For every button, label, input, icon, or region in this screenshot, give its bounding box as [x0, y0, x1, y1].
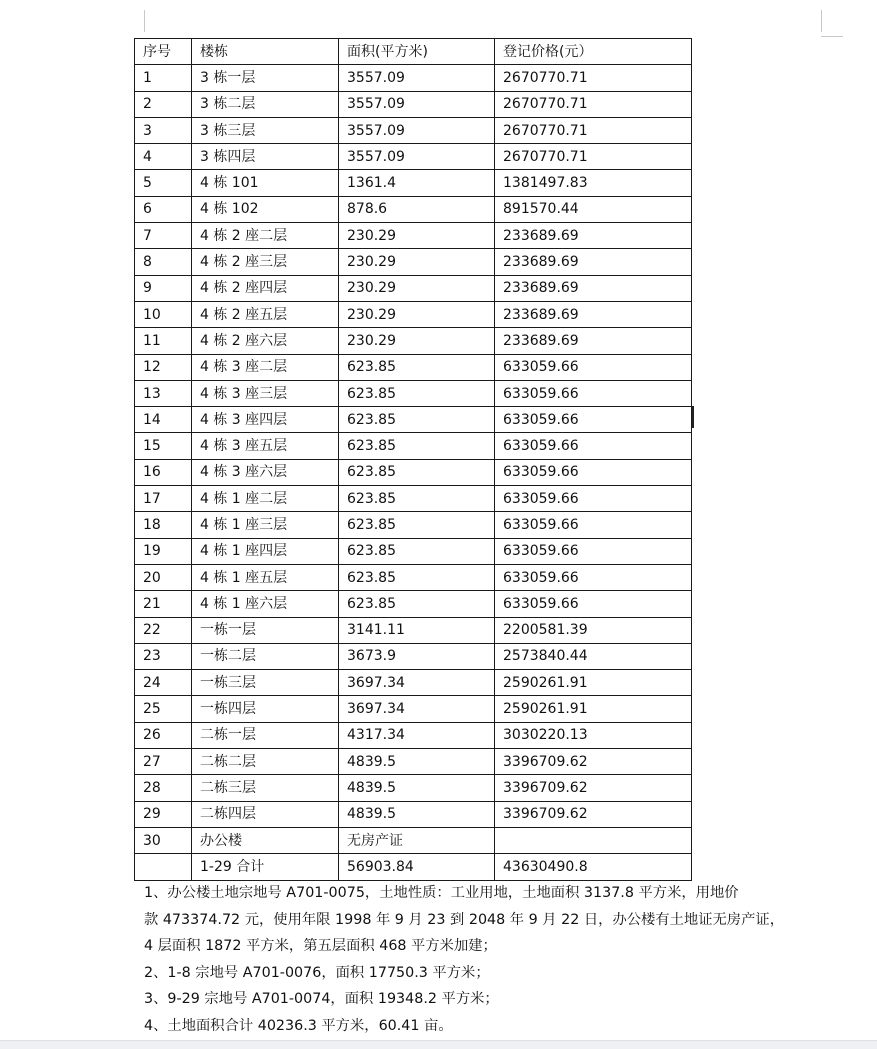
- cell-index[interactable]: 4: [135, 144, 192, 170]
- cell-area[interactable]: 56903.84: [339, 854, 495, 880]
- cell-building[interactable]: 二栋三层: [192, 775, 339, 801]
- table-row: [135, 564, 692, 590]
- cell-area[interactable]: 230.29: [339, 223, 495, 249]
- cell-index[interactable]: [135, 854, 192, 880]
- cell-price[interactable]: 633059.66: [495, 512, 692, 538]
- cell-area[interactable]: 4839.5: [339, 749, 495, 775]
- cell-area[interactable]: 230.29: [339, 328, 495, 354]
- table-row: [135, 170, 692, 196]
- cell-price[interactable]: 2200581.39: [495, 617, 692, 643]
- cell-price[interactable]: 633059.66: [495, 433, 692, 459]
- cell-index[interactable]: 19: [135, 538, 192, 564]
- cell-area[interactable]: 3557.09: [339, 91, 495, 117]
- cell-area[interactable]: 623.85: [339, 538, 495, 564]
- note-line[interactable]: 2、1-8 宗地号 A701-0076，面积 17750.3 平方米；: [144, 964, 490, 981]
- table-row: [135, 144, 692, 170]
- cell-building[interactable]: 3 栋四层: [192, 144, 339, 170]
- cell-area[interactable]: 623.85: [339, 433, 495, 459]
- table-row: [135, 643, 692, 669]
- cell-price[interactable]: 2573840.44: [495, 643, 692, 669]
- cell-building[interactable]: 二栋二层: [192, 749, 339, 775]
- cell-price[interactable]: 633059.66: [495, 564, 692, 590]
- cell-price[interactable]: 633059.66: [495, 380, 692, 406]
- header-index[interactable]: 序号: [135, 39, 192, 65]
- table-row: [135, 486, 692, 512]
- cell-building[interactable]: 4 栋 101: [192, 170, 339, 196]
- cell-building[interactable]: 4 栋 2 座三层: [192, 249, 339, 275]
- cell-area[interactable]: 623.85: [339, 407, 495, 433]
- table-row: [135, 407, 692, 433]
- text-cursor: [692, 406, 694, 428]
- cell-index[interactable]: 30: [135, 827, 192, 853]
- cell-index[interactable]: 13: [135, 380, 192, 406]
- cell-index[interactable]: 3: [135, 117, 192, 143]
- cell-index[interactable]: 2: [135, 91, 192, 117]
- cell-index[interactable]: 22: [135, 617, 192, 643]
- cell-building[interactable]: 4 栋 2 座五层: [192, 301, 339, 327]
- table-row: [135, 801, 692, 827]
- note-line[interactable]: 4、土地面积合计 40236.3 平方米，60.41 亩。: [144, 1017, 453, 1034]
- cell-price[interactable]: [495, 827, 692, 853]
- cell-price[interactable]: 2670770.71: [495, 117, 692, 143]
- cell-index[interactable]: 23: [135, 643, 192, 669]
- header-area[interactable]: 面积(平方米): [339, 39, 495, 65]
- table-row: [135, 328, 692, 354]
- cell-price[interactable]: 233689.69: [495, 301, 692, 327]
- header-price[interactable]: 登记价格(元）: [495, 39, 692, 65]
- cell-price[interactable]: 2670770.71: [495, 91, 692, 117]
- table-row: [135, 196, 692, 222]
- note-line[interactable]: 1、办公楼土地宗地号 A701-0075，土地性质：工业用地，土地面积 3137.8 平方米，用地价: [144, 885, 739, 901]
- cell-area[interactable]: 3557.09: [339, 144, 495, 170]
- table-row: [135, 591, 692, 617]
- cell-index[interactable]: 12: [135, 354, 192, 380]
- cell-index[interactable]: 18: [135, 512, 192, 538]
- cell-index[interactable]: 21: [135, 591, 192, 617]
- cell-area[interactable]: 230.29: [339, 249, 495, 275]
- cell-index[interactable]: 24: [135, 670, 192, 696]
- cell-price[interactable]: 3396709.62: [495, 775, 692, 801]
- cell-building[interactable]: 4 栋 1 座五层: [192, 564, 339, 590]
- table-row: [135, 117, 692, 143]
- cell-price[interactable]: 3396709.62: [495, 801, 692, 827]
- cell-price[interactable]: 233689.69: [495, 223, 692, 249]
- cell-price[interactable]: 1381497.83: [495, 170, 692, 196]
- cell-area[interactable]: 623.85: [339, 459, 495, 485]
- table-row: [135, 354, 692, 380]
- cell-building[interactable]: 1-29 合计: [192, 854, 339, 880]
- cell-index[interactable]: 5: [135, 170, 192, 196]
- cell-price[interactable]: 2670770.71: [495, 65, 692, 91]
- header-building[interactable]: 楼栋: [192, 39, 339, 65]
- cell-area[interactable]: 623.85: [339, 486, 495, 512]
- table-row: [135, 538, 692, 564]
- cell-building[interactable]: 4 栋 2 座四层: [192, 275, 339, 301]
- table-row: [135, 459, 692, 485]
- cell-price[interactable]: 633059.66: [495, 486, 692, 512]
- table-row: [135, 275, 692, 301]
- cell-index[interactable]: 1: [135, 65, 192, 91]
- cell-building[interactable]: 3 栋二层: [192, 91, 339, 117]
- table-row: [135, 775, 692, 801]
- cell-index[interactable]: 7: [135, 223, 192, 249]
- cell-price[interactable]: 3396709.62: [495, 749, 692, 775]
- cell-area[interactable]: 4839.5: [339, 801, 495, 827]
- cell-area[interactable]: 623.85: [339, 380, 495, 406]
- cell-area[interactable]: 3141.11: [339, 617, 495, 643]
- cell-index[interactable]: 9: [135, 275, 192, 301]
- cell-index[interactable]: 26: [135, 722, 192, 748]
- cell-building[interactable]: 一栋四层: [192, 696, 339, 722]
- table-row: [135, 749, 692, 775]
- cell-building[interactable]: 3 栋三层: [192, 117, 339, 143]
- cell-index[interactable]: 14: [135, 407, 192, 433]
- cell-price[interactable]: 633059.66: [495, 407, 692, 433]
- cell-price[interactable]: 633059.66: [495, 538, 692, 564]
- table-row: [135, 722, 692, 748]
- cell-building[interactable]: 二栋四层: [192, 801, 339, 827]
- cell-price[interactable]: 2590261.91: [495, 670, 692, 696]
- cell-area[interactable]: 3673.9: [339, 643, 495, 669]
- cell-area[interactable]: 4839.5: [339, 775, 495, 801]
- cell-area[interactable]: 4317.34: [339, 722, 495, 748]
- table-row: [135, 696, 692, 722]
- cell-building[interactable]: 4 栋 3 座三层: [192, 380, 339, 406]
- cell-price[interactable]: 233689.69: [495, 249, 692, 275]
- property-table: [134, 38, 692, 881]
- cell-price[interactable]: 891570.44: [495, 196, 692, 222]
- cell-building[interactable]: 4 栋 2 座二层: [192, 223, 339, 249]
- cell-price[interactable]: 43630490.8: [495, 854, 692, 880]
- cell-index[interactable]: 28: [135, 775, 192, 801]
- table-row: [135, 91, 692, 117]
- cell-index[interactable]: 29: [135, 801, 192, 827]
- note-line[interactable]: 3、9-29 宗地号 A701-0074，面积 19348.2 平方米；: [144, 991, 499, 1007]
- cell-building[interactable]: 一栋一层: [192, 617, 339, 643]
- cell-area[interactable]: 1361.4: [339, 170, 495, 196]
- cell-area[interactable]: 623.85: [339, 591, 495, 617]
- cell-building[interactable]: 4 栋 3 座六层: [192, 459, 339, 485]
- cell-index[interactable]: 10: [135, 301, 192, 327]
- table-row: [135, 433, 692, 459]
- cell-building[interactable]: 4 栋 1 座四层: [192, 538, 339, 564]
- cell-price[interactable]: 633059.66: [495, 459, 692, 485]
- table-row: [135, 670, 692, 696]
- cell-area[interactable]: 3697.34: [339, 696, 495, 722]
- cell-index[interactable]: 15: [135, 433, 192, 459]
- cell-price[interactable]: 3030220.13: [495, 722, 692, 748]
- cell-index[interactable]: 11: [135, 328, 192, 354]
- cell-area[interactable]: 623.85: [339, 564, 495, 590]
- notes-section: [144, 880, 834, 1039]
- cell-building[interactable]: 4 栋 3 座五层: [192, 433, 339, 459]
- cell-price[interactable]: 2670770.71: [495, 144, 692, 170]
- cell-index[interactable]: 17: [135, 486, 192, 512]
- note-line[interactable]: 4 层面积 1872 平方米，第五层面积 468 平方米加建；: [144, 938, 497, 954]
- table-row: [135, 249, 692, 275]
- cell-building[interactable]: 一栋二层: [192, 643, 339, 669]
- cell-building[interactable]: 3 栋一层: [192, 65, 339, 91]
- note-line[interactable]: 款 473374.72 元，使用年限 1998 年 9 月 23 到 2048 年 9 月 22 日，办公楼有土地证无房产证，: [144, 911, 784, 928]
- cell-area[interactable]: 3697.34: [339, 670, 495, 696]
- table-row: [135, 380, 692, 406]
- cell-index[interactable]: 25: [135, 696, 192, 722]
- cell-price[interactable]: 2590261.91: [495, 696, 692, 722]
- cell-area[interactable]: 623.85: [339, 354, 495, 380]
- table-row: [135, 827, 692, 853]
- table-row: [135, 301, 692, 327]
- cell-building[interactable]: 4 栋 1 座六层: [192, 591, 339, 617]
- cell-building[interactable]: 4 栋 2 座六层: [192, 328, 339, 354]
- cell-area[interactable]: 无房产证: [339, 827, 495, 853]
- cell-price[interactable]: 633059.66: [495, 591, 692, 617]
- cell-index[interactable]: 16: [135, 459, 192, 485]
- cell-area[interactable]: 3557.09: [339, 117, 495, 143]
- table-row: [135, 223, 692, 249]
- cell-index[interactable]: 27: [135, 749, 192, 775]
- cell-building[interactable]: 4 栋 1 座三层: [192, 512, 339, 538]
- cell-area[interactable]: 3557.09: [339, 65, 495, 91]
- cell-index[interactable]: 6: [135, 196, 192, 222]
- crop-mark-top-right: [821, 10, 822, 32]
- cell-building[interactable]: 4 栋 1 座二层: [192, 486, 339, 512]
- cell-area[interactable]: 623.85: [339, 512, 495, 538]
- cell-price[interactable]: 633059.66: [495, 354, 692, 380]
- cell-price[interactable]: 233689.69: [495, 275, 692, 301]
- cell-building[interactable]: 4 栋 3 座二层: [192, 354, 339, 380]
- cell-building[interactable]: 4 栋 3 座四层: [192, 407, 339, 433]
- cell-area[interactable]: 878.6: [339, 196, 495, 222]
- cell-building[interactable]: 一栋三层: [192, 670, 339, 696]
- table-header-row: [135, 39, 692, 65]
- table-row: [135, 65, 692, 91]
- cell-building[interactable]: 二栋一层: [192, 722, 339, 748]
- cell-building[interactable]: 4 栋 102: [192, 196, 339, 222]
- cell-price[interactable]: 233689.69: [495, 328, 692, 354]
- crop-mark-top-right-horizontal: [821, 36, 843, 37]
- crop-mark-top-left: [144, 10, 145, 32]
- cell-index[interactable]: 20: [135, 564, 192, 590]
- table-row: [135, 854, 692, 880]
- cell-building[interactable]: 办公楼: [192, 827, 339, 853]
- cell-index[interactable]: 8: [135, 249, 192, 275]
- table-row: [135, 512, 692, 538]
- table-row: [135, 617, 692, 643]
- cell-area[interactable]: 230.29: [339, 275, 495, 301]
- cell-area[interactable]: 230.29: [339, 301, 495, 327]
